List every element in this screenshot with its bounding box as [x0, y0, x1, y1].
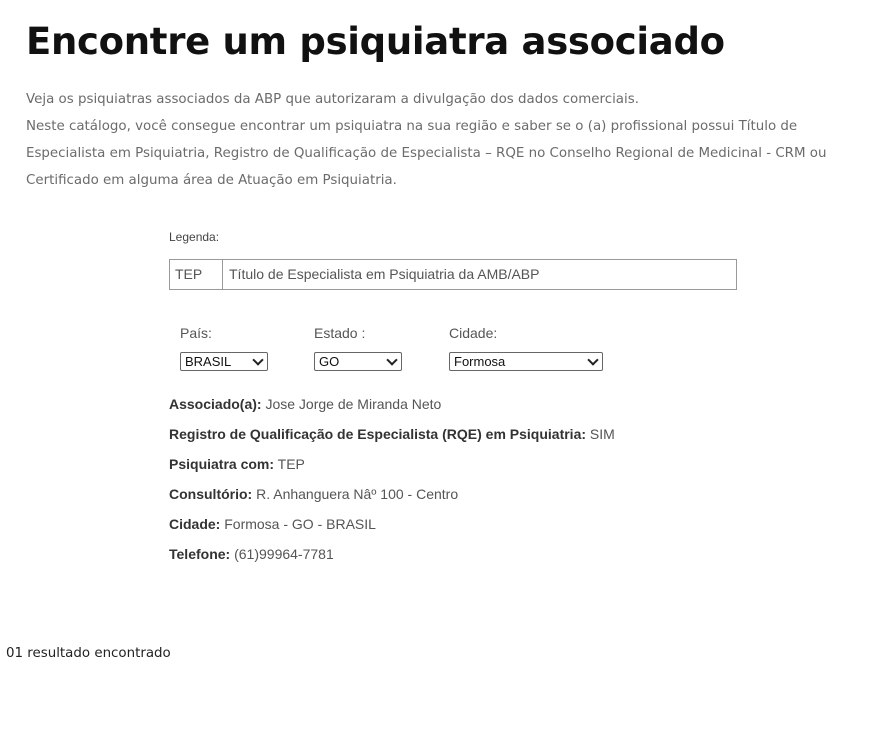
field-key: Cidade:	[169, 516, 221, 532]
field-value: Jose Jorge de Miranda Neto	[265, 396, 442, 412]
field-key: Psiquiatra com:	[169, 456, 275, 472]
legend-table	[169, 259, 737, 290]
city-filter	[449, 323, 603, 371]
chevron-down-icon	[386, 354, 397, 365]
state-label: Estado :	[314, 325, 366, 341]
intro-paragraph-2: Neste catálogo, você consegue encontrar um psiquiatra na sua região e saber se o (a) profissional possui Título de Especialista em Psiquiatria, Registro de Qualificação de Especialista – RQE no Conselho Regional de Medicinal - CRM ou Certificado em alguma área de Atuação em Psiquiatria.	[26, 119, 827, 188]
field-value: TEP	[277, 456, 305, 472]
result-count: 01 resultado encontrado	[6, 646, 171, 661]
state-select[interactable]	[314, 352, 402, 371]
result-field-rqe	[169, 424, 615, 454]
country-filter	[180, 323, 268, 371]
city-label: Cidade:	[449, 325, 498, 341]
city-select[interactable]	[449, 352, 603, 371]
field-value: SIM	[589, 426, 615, 442]
result-field-psychiatrist-with	[169, 454, 615, 484]
state-filter	[314, 323, 402, 371]
field-key: Telefone:	[169, 546, 231, 562]
field-key: Consultório:	[169, 486, 253, 502]
page-title: Encontre um psiquiatra associado	[26, 20, 725, 63]
legend-label: Legenda:	[169, 230, 220, 244]
result-field-phone	[169, 544, 615, 574]
chevron-down-icon	[587, 354, 598, 365]
result-details	[169, 394, 615, 574]
intro-text	[26, 86, 866, 194]
country-select[interactable]	[180, 352, 268, 371]
legend-description: Título de Especialista em Psiquiatria da AMB/ABP	[229, 266, 540, 282]
field-value: (61)99964-7781	[234, 546, 334, 562]
intro-paragraph-1: Veja os psiquiatras associados da ABP que autorizaram a divulgação dos dados comerciais.	[26, 92, 639, 107]
state-select-value: GO	[319, 354, 340, 369]
country-label: País:	[180, 325, 212, 341]
field-value: R. Anhanguera Nâº 100 - Centro	[256, 486, 459, 502]
country-select-value: BRASIL	[185, 354, 232, 369]
field-value: Formosa - GO - BRASIL	[224, 516, 376, 532]
result-field-associate	[169, 394, 615, 424]
chevron-down-icon	[252, 354, 263, 365]
result-field-office	[169, 484, 615, 514]
field-key: Registro de Qualificação de Especialista (RQE) em Psiquiatria:	[169, 426, 587, 442]
result-field-city	[169, 514, 615, 544]
legend-abbreviation: TEP	[170, 260, 223, 289]
field-key: Associado(a):	[169, 396, 262, 412]
city-select-value: Formosa	[454, 354, 506, 369]
